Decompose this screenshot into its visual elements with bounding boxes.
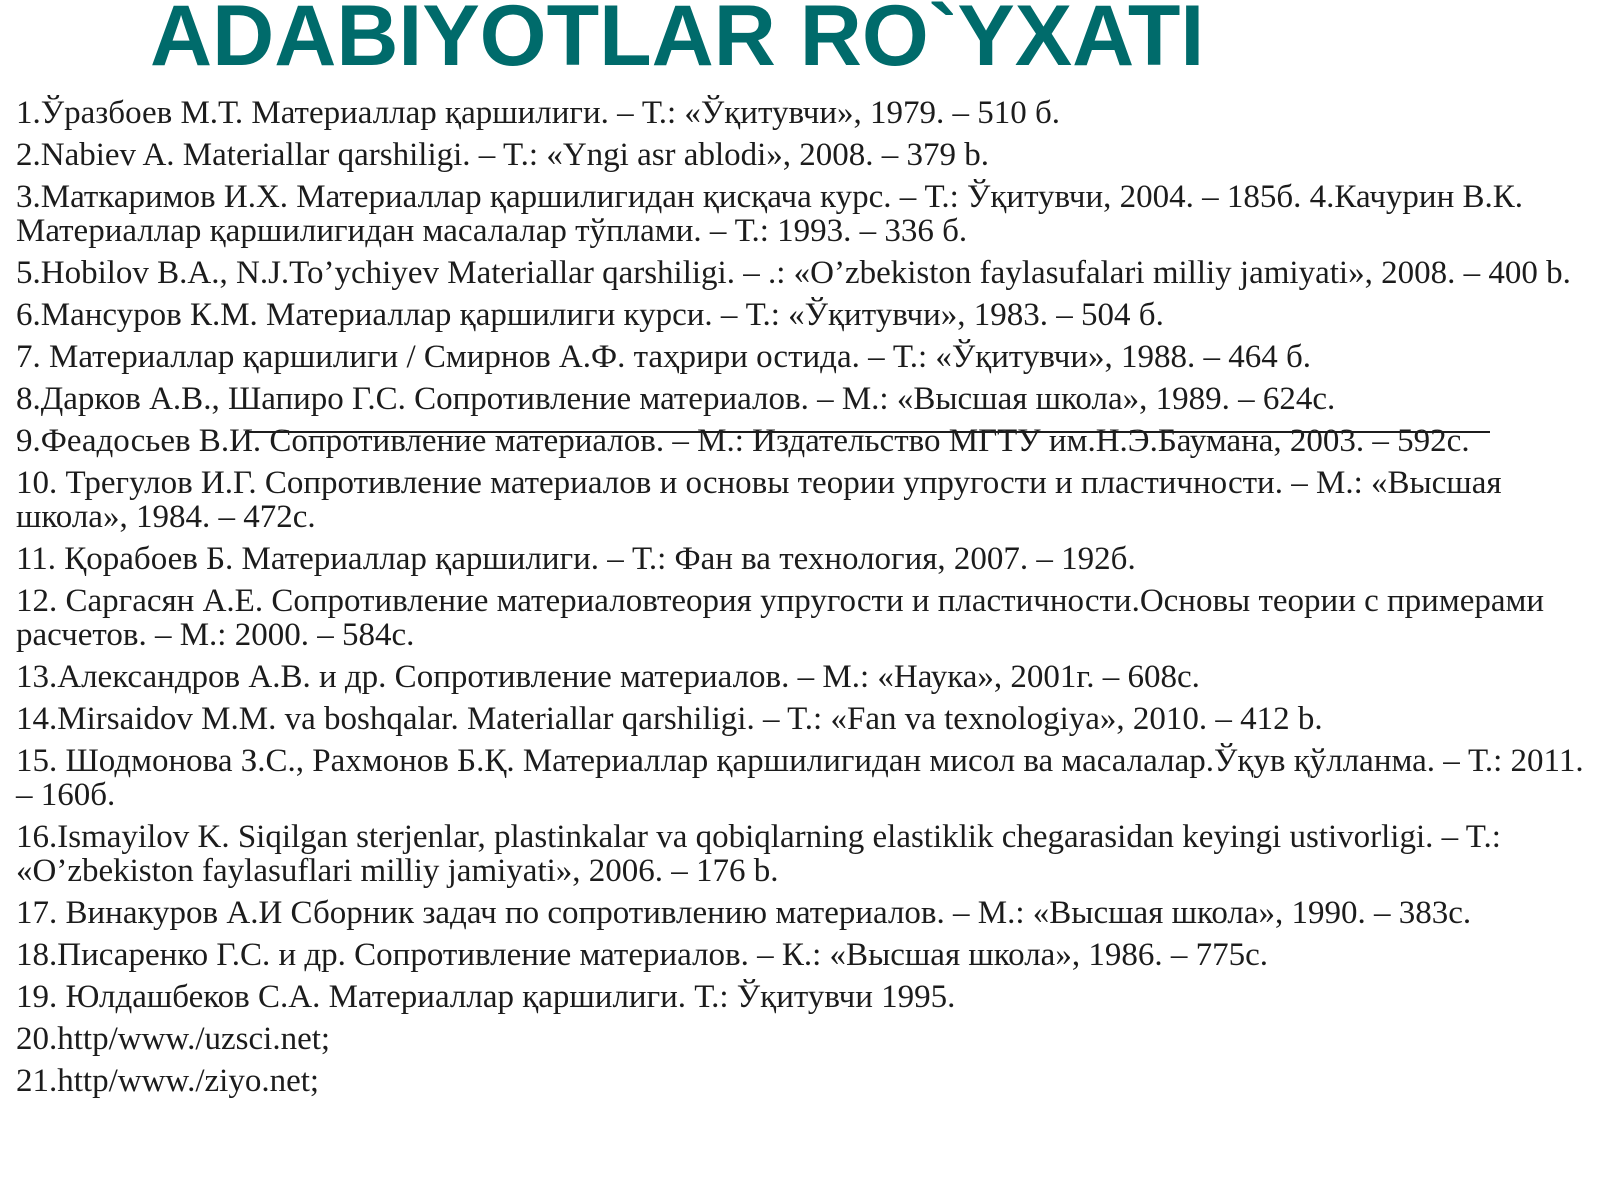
- reference-item: 1.Ўразбоев М.Т. Материаллар қаршилиги. – Т.: «Ўқитувчи», 1979. – 510 б.: [16, 95, 1061, 131]
- reference-item: 8.Дарков А.В., Шапиро Г.С. Сопротивление материалов. – М.: «Высшая школа», 1989. – 624с.: [16, 381, 1336, 417]
- reference-item: 18.Писаренко Г.С. и др. Сопротивление материалов. – К.: «Высшая школа», 1986. – 775с.: [16, 937, 1268, 973]
- reference-item: 10. Трегулов И.Г. Сопротивление материалов и основы теории упругости и пластичности. – М.: «Высшая школа», 1984. – 472с.: [16, 465, 1502, 535]
- reference-item: 21.http/www./ziyo.net;: [16, 1063, 320, 1099]
- reference-item: 3.Маткаримов И.Х. Материаллар қаршилигидан қисқача курс. – Т.: Ўқитувчи, 2004. – 185б. 4.Качурин В.К. Материаллар қаршилигидан масалалар тўплами. – Т.: 1993. – 336 б.: [16, 179, 1524, 249]
- reference-item: 16.Ismayilov K. Siqilgan sterjenlar, plastinkalar va qobiqlarning elastiklik chegarasidan keyingi ustivorligi. – T.: «O’zbekiston faylasuflari milliy jamiyati», 2006. – 176 b.: [16, 819, 1501, 889]
- reference-item: 15. Шодмонова З.С., Рахмонов Б.Қ. Материаллар қаршилигидан мисол ва масалалар.Ўқув қўлланма. – Т.: 2011. – 160б.: [16, 743, 1584, 813]
- reference-item: 12. Саргасян А.Е. Сопротивление материаловтеория упругости и пластичности.Основы теории с примерами расчетов. – М.: 2000. – 584с.: [16, 583, 1545, 653]
- reference-list: [16, 96, 1591, 1106]
- reference-item: 2.Nabiev A. Materiallar qarshiligi. – T.: «Yngi asr ablodi», 2008. – 379 b.: [16, 137, 990, 173]
- reference-item: 5.Hobilov B.A., N.J.To’ychiyev Materiallar qarshiligi. – .: «O’zbekiston faylasufalari milliy jamiyati», 2008. – 400 b.: [16, 255, 1571, 291]
- reference-item: 17. Винакуров А.И Сборник задач по сопротивлению материалов. – М.: «Высшая школа», 1990. – 383с.: [16, 895, 1472, 931]
- horizontal-rule: [245, 431, 1490, 433]
- reference-item: 7. Материаллар қаршилиги / Смирнов А.Ф. таҳрири остида. – Т.: «Ўқитувчи», 1988. – 464 б.: [16, 339, 1312, 375]
- reference-item: 11. Қорабоев Б. Материаллар қаршилиги. – Т.: Фан ва технология, 2007. – 192б.: [16, 541, 1136, 577]
- reference-item: 6.Мансуров К.М. Материаллар қаршилиги курси. – Т.: «Ўқитувчи», 1983. – 504 б.: [16, 297, 1164, 333]
- reference-item: 20.http/www./uzsci.net;: [16, 1021, 331, 1057]
- reference-item: 19. Юлдашбеков С.А. Материаллар қаршилиги. Т.: Ўқитувчи 1995.: [16, 979, 956, 1015]
- reference-item: 14.Mirsaidov M.M. va boshqalar. Materiallar qarshiligi. – T.: «Fan va texnologiya», 2010. – 412 b.: [16, 701, 1323, 737]
- reference-item: 9.Феадосьев В.И. Сопротивление материалов. – М.: Издательство МГТУ им.Н.Э.Баумана, 2003. – 592с.: [16, 423, 1470, 459]
- reference-item: 13.Александров А.В. и др. Сопротивление материалов. – М.: «Наука», 2001г. – 608с.: [16, 659, 1200, 695]
- slide-title: ADABIYOTLAR RO`YXATI: [150, 0, 1205, 84]
